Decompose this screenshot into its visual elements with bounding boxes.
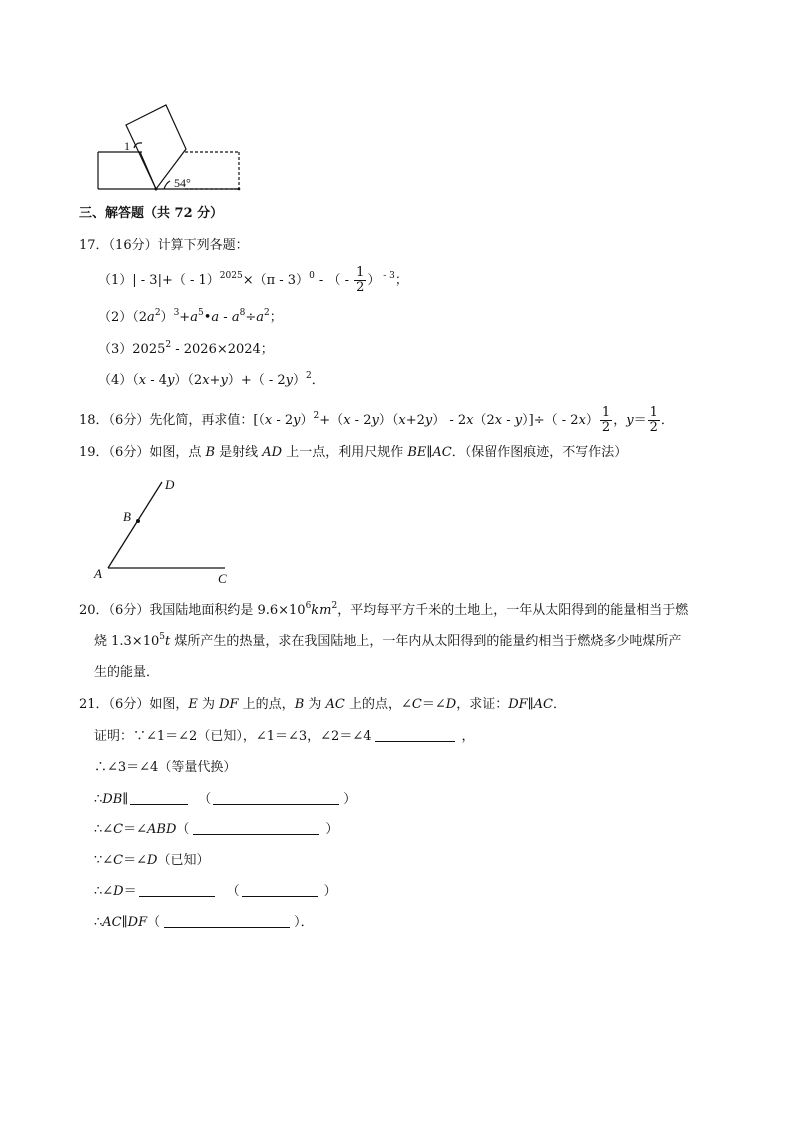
q20-line1: 20．（6分）我国陆地面积约是 $9.6\times 10^6km^2$，平均每平方千米的土地上，一年从太阳得到的能量相当于燃 [79, 601, 689, 618]
label-C: C [218, 571, 227, 586]
q21-proof-line6: ∴∠D＝ （ ） [94, 884, 337, 899]
q17-heading: 17．（16分）计算下列各题： [79, 238, 249, 253]
q17-part3: （3）2025$^2$ - 2026×2024； [98, 340, 274, 357]
answer-blank-5[interactable] [139, 884, 215, 897]
q19-question: 19．（6分）如图，点 B 是射线 AD 上一点，利用尺规作 BE∥AC．（保留作图痕迹，不写作法） [79, 445, 628, 460]
answer-blank-2[interactable] [130, 792, 188, 805]
q21-proof-line3: ∴DB∥ （ ） [94, 792, 357, 807]
label-B: B [123, 509, 131, 524]
q16-figure [90, 95, 250, 195]
q20-line2: 烧 $1.3\times 10^5t$ 煤所产生的热量，求在我国陆地上，一年内从太阳得到的能量约相当于燃烧多少吨煤所产 [94, 632, 682, 649]
q17-part1: （1）| - 3|+（ - 1）$^{2025}$×（π - 3）$^0$ - （ - $\frac{1}{2}$ ） $^{- 3}$； [98, 265, 408, 295]
label-D: D [165, 477, 175, 492]
point-B-marker [136, 519, 140, 523]
fraction-one-half: $\frac{1}{2}$ [356, 265, 365, 295]
fraction-x: $\frac{1}{2}$ [601, 405, 611, 435]
q21-heading: 21．（6分）如图，E 为 DF 上的点，B 为 AC 上的点，∠C＝∠D，求证：DF∥AC． [79, 697, 567, 712]
answer-blank-7[interactable] [164, 915, 290, 928]
q17-part4: （4）（x - 4y）（2x+y）+（ - 2y）$^2$． [98, 371, 325, 388]
q21-proof-line4: ∴∠C＝∠ABD（ ） [94, 822, 339, 837]
answer-blank-4[interactable] [193, 822, 319, 835]
ray-AD [108, 482, 162, 568]
answer-blank-3[interactable] [213, 792, 339, 805]
angle54-arc [164, 181, 170, 189]
angle1-label: 1 [124, 139, 130, 153]
q21-proof-line7: ∴AC∥DF（ ）． [94, 915, 314, 930]
angle54-label: 54° [174, 176, 191, 190]
label-A: A [94, 566, 102, 581]
answer-blank-1[interactable] [375, 729, 455, 742]
q19-figure [90, 475, 240, 587]
q18-question: 18．（6分）先化简，再求值：[（x - 2y）$^2$+（x - 2y）（x+2y） - 2x（2x - y）]÷（ - 2x） $\frac{1}{2}$ ，y＝ $\frac{1}{2}$ ． [79, 405, 674, 435]
diagonal-line [140, 152, 156, 189]
q17-part2: $(2)(2a^2)^3+a^5•a - a^8\div a^2$； [98, 308, 283, 325]
point-mark [155, 188, 158, 191]
q20-line3: 生的能量． [94, 665, 160, 680]
q21-proof-line1: 证明：∵∠1＝∠2（已知），∠1＝∠3，∠2＝∠4 ， [94, 729, 475, 744]
fraction-y: $\frac{1}{2}$ [649, 405, 658, 435]
answer-blank-6[interactable] [242, 884, 318, 897]
q21-proof-line5: ∵∠C＝∠D（已知） [94, 853, 210, 868]
q21-proof-line2: ∴∠3＝∠4（等量代换） [94, 760, 237, 775]
point-mark-right [238, 188, 241, 191]
section3-title: 三、解答题（共 72 分） [79, 206, 224, 221]
